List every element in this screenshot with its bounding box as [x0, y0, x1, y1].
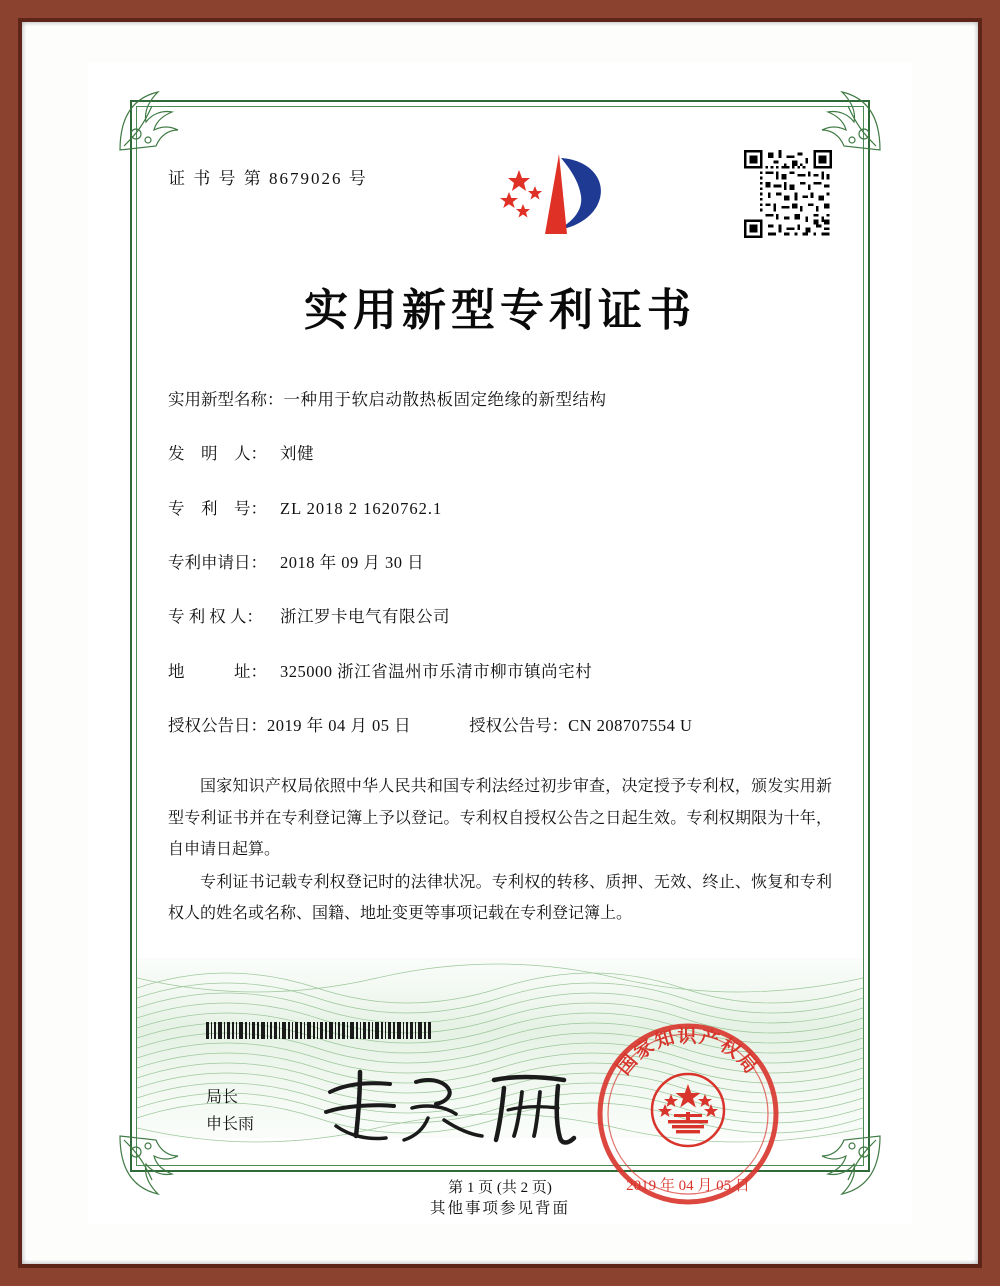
field-patent-number	[168, 493, 832, 524]
signature-labels	[206, 1084, 254, 1138]
corner-ornament-icon	[818, 88, 882, 152]
field-value: 浙江罗卡电气有限公司	[280, 607, 450, 627]
field-label: 发 明 人：	[168, 444, 267, 464]
certificate-number: 证 书 号 第 8679026 号	[168, 169, 368, 188]
field-grant-announcement	[168, 710, 832, 741]
svg-text:2019 年 04 月 05 日: 2019 年 04 月 05 日	[626, 1178, 750, 1194]
cnipa-logo-icon	[489, 148, 613, 244]
field-label: 实用新型名称：	[168, 390, 284, 409]
field-patentee	[168, 601, 832, 632]
grant-number-value: CN 208707554 U	[568, 716, 693, 736]
field-label: 地 址：	[168, 661, 267, 681]
director-title-label: 局长	[206, 1089, 239, 1106]
field-value: 325000 浙江省温州市乐清市柳市镇尚宅村	[280, 661, 593, 681]
certificate-body	[168, 148, 832, 931]
field-inventor	[168, 438, 832, 469]
field-value: ZL 2018 2 1620762.1	[280, 498, 443, 518]
director-name-label: 申长雨	[206, 1116, 255, 1134]
field-address	[168, 656, 832, 687]
field-application-date	[168, 547, 832, 578]
page-indicator: 第 1 页 (共 2 页)	[448, 1180, 552, 1196]
legal-text	[168, 771, 832, 929]
corner-ornament-icon	[118, 88, 182, 152]
field-label: 专 利 权 人：	[168, 607, 263, 627]
grant-date-value: 2019 年 04 月 05 日	[267, 716, 412, 736]
field-value: 刘健	[280, 444, 314, 464]
barcode	[206, 1022, 434, 1039]
handwritten-signature	[316, 1062, 606, 1148]
grant-number-label: 授权公告号：	[469, 716, 569, 736]
field-label: 专 利 号：	[168, 498, 267, 518]
field-value: 2018 年 09 月 30 日	[280, 553, 425, 573]
grant-date-label: 授权公告日：	[168, 716, 267, 736]
legal-paragraph-2: 专利证书记载专利权登记时的法律状况。专利权的转移、质押、无效、终止、恢复和专利权人的姓名或名称、国籍、地址变更等事项记载在专利登记簿上。	[168, 873, 832, 923]
field-list	[168, 384, 832, 741]
legal-paragraph-1: 国家知识产权局依照中华人民共和国专利法经过初步审查，决定授予专利权，颁发实用新型专利证书并在专利登记簿上予以登记。专利权自授权公告之日起生效。专利权期限为十年，自申请日起算。	[168, 778, 832, 858]
svg-text:国家知识产权局: 国家知识产权局	[612, 1025, 764, 1080]
certificate-paper	[88, 62, 912, 1224]
field-value: 一种用于软启动散热板固定绝缘的新型结构	[283, 390, 607, 409]
qr-code	[744, 150, 832, 238]
footer-note: 其他事项参见背面	[429, 1200, 570, 1217]
field-label: 专利申请日：	[168, 553, 267, 573]
field-invention-name	[168, 384, 832, 415]
header-row	[168, 148, 832, 260]
page-title: 实用新型专利证书	[304, 285, 696, 336]
